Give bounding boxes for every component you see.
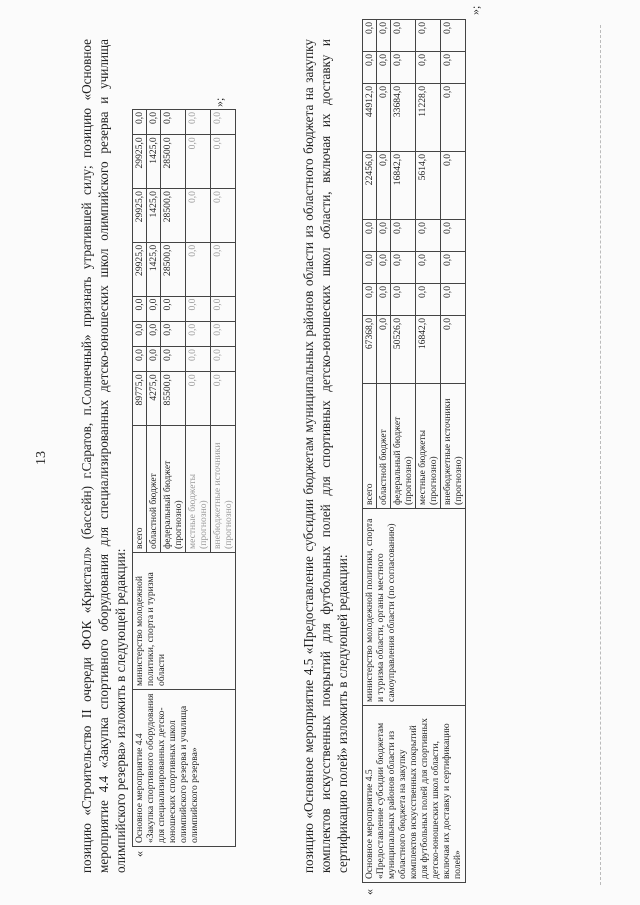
funding-source-cell: областной бюджет (147, 426, 161, 553)
amount-cell: 0,0 (416, 283, 441, 315)
amount-cell: 29925,0 (133, 242, 147, 296)
quote-close-1: »; (212, 97, 226, 107)
amount-cell: 5614,0 (416, 152, 441, 220)
paragraph-2: позицию «Основное мероприятие 4.5 «Предоставление субсидии бюджетам муниципальных районов области из областного бюджета на закупку комплектов искусственных покрытий для футбольных полей для спортивных детско-юношеских школ области, включая их доставку и сертификацию полей» изложить в следующей редакции: (301, 39, 350, 873)
quote-close-2: »; (468, 5, 482, 15)
amount-cell: 0,0 (211, 296, 236, 321)
amount-cell: 29925,0 (133, 189, 147, 243)
table-measure-4-5 (362, 19, 466, 883)
amount-cell: 29925,0 (133, 135, 147, 189)
amount-cell: 0,0 (186, 372, 211, 426)
amount-cell: 0,0 (441, 283, 466, 315)
amount-cell: 1425,0 (147, 242, 161, 296)
table-row (133, 110, 147, 847)
amount-cell: 0,0 (161, 321, 186, 346)
amount-cell: 0,0 (377, 220, 391, 252)
amount-cell: 0,0 (377, 283, 391, 315)
quote-open-2: « (362, 889, 376, 895)
amount-cell: 0,0 (416, 252, 441, 284)
amount-cell: 0,0 (211, 135, 236, 189)
funding-source-cell: внебюджетные источники (прогнозно) (211, 426, 236, 553)
funding-source-cell: областной бюджет (377, 384, 391, 509)
amount-cell: 28500,0 (161, 189, 186, 243)
amount-cell: 0,0 (391, 51, 416, 83)
amount-cell: 0,0 (147, 321, 161, 346)
amount-cell: 0,0 (377, 20, 391, 52)
amount-cell: 0,0 (363, 20, 377, 52)
amount-cell: 0,0 (211, 321, 236, 346)
amount-cell: 0,0 (416, 20, 441, 52)
amount-cell: 28500,0 (161, 242, 186, 296)
amount-cell: 0,0 (391, 20, 416, 52)
amount-cell: 0,0 (377, 51, 391, 83)
amount-cell: 0,0 (416, 51, 441, 83)
amount-cell: 85500,0 (161, 372, 186, 426)
amount-cell: 11228,0 (416, 83, 441, 151)
amount-cell: 89775,0 (133, 372, 147, 426)
executor-cell: министерство молодежной политики, спорта и туризма области (133, 553, 236, 690)
amount-cell: 0,0 (147, 347, 161, 372)
amount-cell: 0,0 (363, 51, 377, 83)
funding-source-cell: федеральный бюджет (прогнозно) (391, 384, 416, 509)
funding-source-cell: местные бюджеты (прогнозно) (186, 426, 211, 553)
amount-cell: 0,0 (186, 110, 211, 135)
amount-cell: 0,0 (186, 135, 211, 189)
amount-cell: 0,0 (133, 296, 147, 321)
amount-cell: 1425,0 (147, 189, 161, 243)
amount-cell: 0,0 (441, 20, 466, 52)
amount-cell: 0,0 (391, 252, 416, 284)
amount-cell: 0,0 (377, 152, 391, 220)
funding-source-cell: внебюджетные источники (прогнозно) (441, 384, 466, 509)
amount-cell: 0,0 (441, 152, 466, 220)
funding-source-cell: местные бюджеты (прогнозно) (416, 384, 441, 509)
amount-cell: 0,0 (211, 189, 236, 243)
amount-cell: 0,0 (377, 252, 391, 284)
amount-cell: 22456,0 (363, 152, 377, 220)
paragraph-1: позицию «Строительство II очереди ФОК «Кристалл» (бассейн) г.Саратов, п.Солнечный» признать утратившей силу; позицию «Основное мероприятие 4.4 «Закупка спортивного оборудования для специализированных детско-юношеских школ олимпийского резерва и училища олимпийского резерва» изложить в следующей редакции: (79, 39, 128, 873)
measure-name-cell: Основное мероприятие 4.4 «Закупка спортивного оборудования для специализированных детско-юношеских спортивных школ олимпийского резерва и училища олимпийского резерва» (133, 690, 236, 847)
funding-source-cell: федеральный бюджет (прогнозно) (161, 426, 186, 553)
table-row (363, 20, 377, 883)
amount-cell: 0,0 (211, 347, 236, 372)
amount-cell: 0,0 (147, 110, 161, 135)
amount-cell: 0,0 (186, 189, 211, 243)
funding-source-cell: всего (363, 384, 377, 509)
amount-cell: 0,0 (441, 83, 466, 151)
amount-cell: 4275,0 (147, 372, 161, 426)
funding-source-cell: всего (133, 426, 147, 553)
amount-cell: 0,0 (186, 296, 211, 321)
amount-cell: 0,0 (211, 242, 236, 296)
amount-cell: 44912,0 (363, 83, 377, 151)
amount-cell: 0,0 (161, 347, 186, 372)
amount-cell: 0,0 (441, 51, 466, 83)
amount-cell: 28500,0 (161, 135, 186, 189)
amount-cell: 0,0 (211, 110, 236, 135)
amount-cell: 0,0 (441, 315, 466, 383)
amount-cell: 0,0 (186, 347, 211, 372)
amount-cell: 33684,0 (391, 83, 416, 151)
executor-cell: министерство молодежной политики, спорта и туризма области, органы местного самоуправления области (по согласованию) (363, 509, 466, 706)
amount-cell: 0,0 (391, 283, 416, 315)
amount-cell: 67368,0 (363, 315, 377, 383)
amount-cell: 16842,0 (416, 315, 441, 383)
amount-cell: 0,0 (363, 252, 377, 284)
amount-cell: 0,0 (133, 321, 147, 346)
amount-cell: 0,0 (133, 110, 147, 135)
amount-cell: 0,0 (377, 315, 391, 383)
amount-cell: 0,0 (416, 220, 441, 252)
amount-cell: 0,0 (363, 283, 377, 315)
quote-open-1: « (132, 851, 146, 857)
amount-cell: 0,0 (161, 296, 186, 321)
amount-cell: 1425,0 (147, 135, 161, 189)
amount-cell: 0,0 (377, 83, 391, 151)
table-measure-4-4 (132, 109, 236, 847)
amount-cell: 0,0 (441, 220, 466, 252)
page-number: 13 (34, 451, 49, 465)
amount-cell: 0,0 (133, 347, 147, 372)
amount-cell: 0,0 (147, 296, 161, 321)
amount-cell: 16842,0 (391, 152, 416, 220)
amount-cell: 0,0 (391, 220, 416, 252)
page-edge-line (600, 25, 601, 885)
amount-cell: 0,0 (363, 220, 377, 252)
amount-cell: 0,0 (186, 242, 211, 296)
amount-cell: 0,0 (161, 110, 186, 135)
amount-cell: 0,0 (441, 252, 466, 284)
amount-cell: 0,0 (211, 372, 236, 426)
amount-cell: 50526,0 (391, 315, 416, 383)
measure-name-cell: Основное мероприятие 4.5 «Предоставление субсидии бюджетам муниципальных районов области из областного бюджета на закупку комплектов искусственных покрытий для футбольных полей для спортивных детско-юношеских школ области, включая их доставку и сертификацию полей» (363, 706, 466, 883)
amount-cell: 0,0 (186, 321, 211, 346)
